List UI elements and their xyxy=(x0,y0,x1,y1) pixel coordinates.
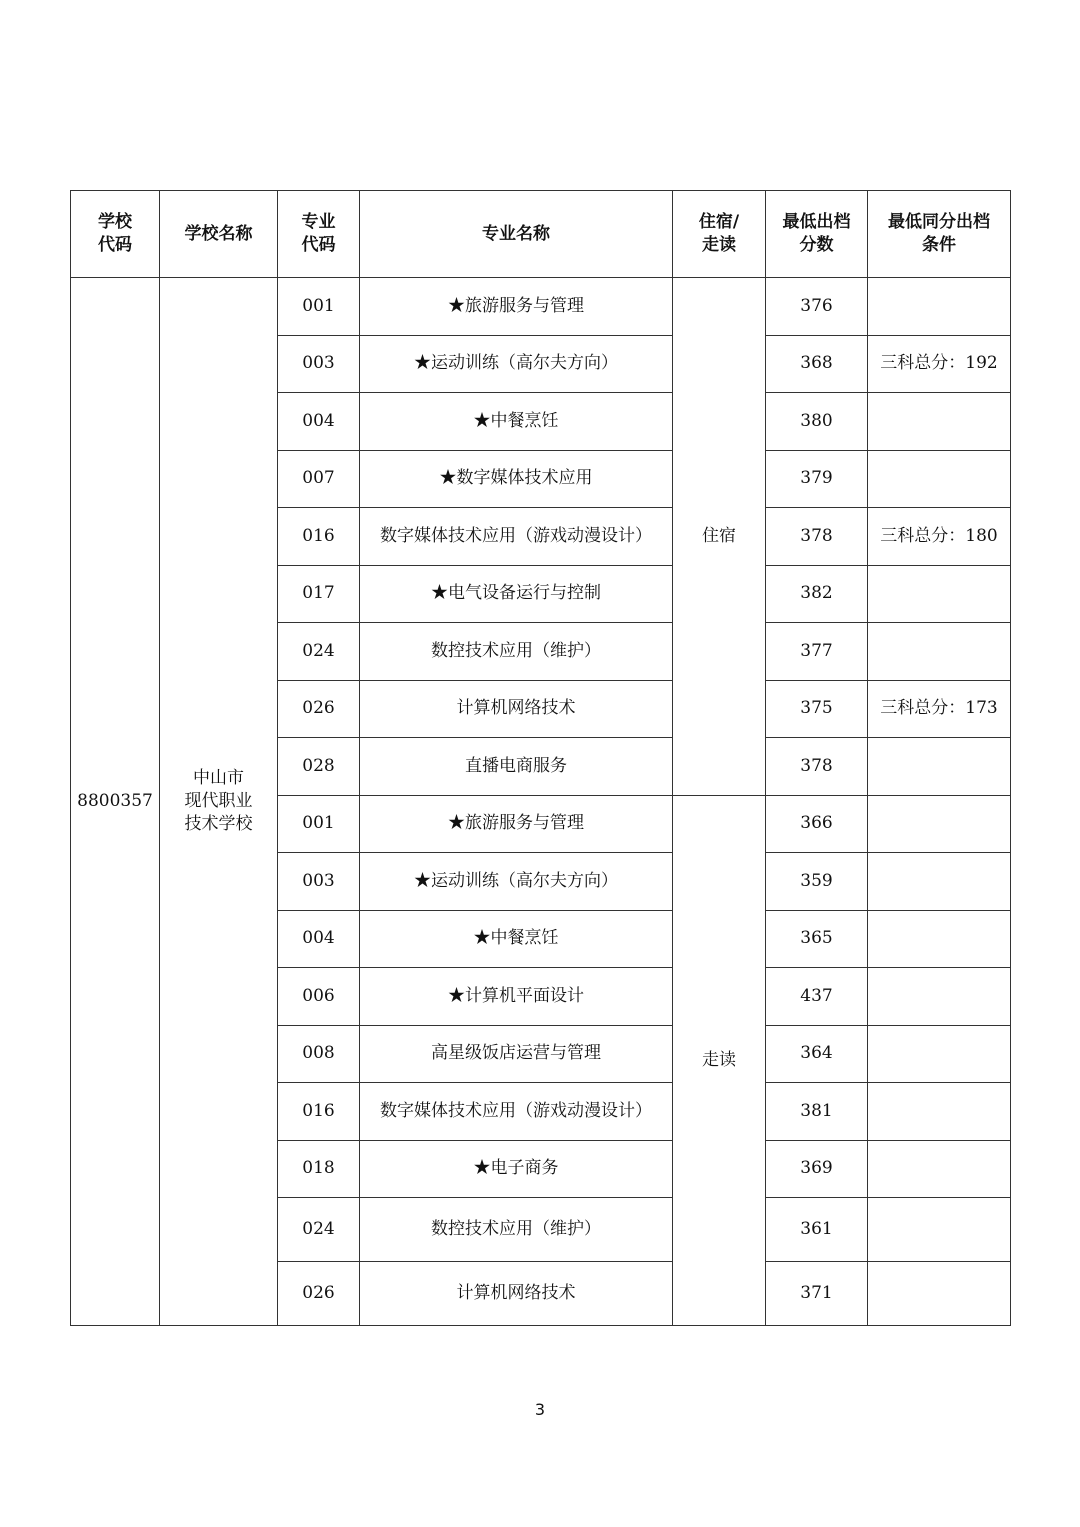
min-score-cell: 371 xyxy=(766,1262,868,1326)
header-major-code xyxy=(278,191,360,278)
header-school-code-label: 学校 代码 xyxy=(98,212,132,255)
admission-table xyxy=(70,190,1011,1326)
major-code-cell: 016 xyxy=(278,508,360,566)
tie-condition-cell: 三科总分：173 xyxy=(868,680,1011,738)
min-score-cell: 381 xyxy=(766,1083,868,1141)
major-name-cell: ★电子商务 xyxy=(360,1140,673,1198)
school-code-cell: 8800357 xyxy=(71,278,160,1326)
major-code-cell: 001 xyxy=(278,795,360,853)
boarding-mode-cell: 住宿 xyxy=(673,278,766,796)
tie-condition-cell xyxy=(868,1198,1011,1262)
tie-condition-cell xyxy=(868,968,1011,1026)
header-boarding-label: 住宿/ 走读 xyxy=(698,212,740,255)
min-score-cell: 377 xyxy=(766,623,868,681)
table-body xyxy=(71,278,1011,1326)
header-boarding xyxy=(673,191,766,278)
major-code-cell: 004 xyxy=(278,393,360,451)
min-score-cell: 378 xyxy=(766,738,868,796)
min-score-cell: 379 xyxy=(766,450,868,508)
major-name-cell: ★中餐烹饪 xyxy=(360,393,673,451)
tie-condition-cell xyxy=(868,565,1011,623)
min-score-cell: 376 xyxy=(766,278,868,336)
tie-condition-cell xyxy=(868,278,1011,336)
header-min-score-label: 最低出档 分数 xyxy=(782,212,851,255)
major-name-cell: ★运动训练（高尔夫方向） xyxy=(360,853,673,911)
major-code-cell: 024 xyxy=(278,1198,360,1262)
header-tie-condition-label: 最低同分出档 条件 xyxy=(888,212,990,255)
major-name-cell: ★电气设备运行与控制 xyxy=(360,565,673,623)
min-score-cell: 369 xyxy=(766,1140,868,1198)
major-code-cell: 007 xyxy=(278,450,360,508)
min-score-cell: 375 xyxy=(766,680,868,738)
major-name-cell: ★中餐烹饪 xyxy=(360,910,673,968)
header-min-score xyxy=(766,191,868,278)
major-name-cell: ★旅游服务与管理 xyxy=(360,795,673,853)
major-code-cell: 008 xyxy=(278,1025,360,1083)
table-row xyxy=(71,278,1011,336)
major-name-cell: ★运动训练（高尔夫方向） xyxy=(360,335,673,393)
major-name-cell: ★数字媒体技术应用 xyxy=(360,450,673,508)
tie-condition-cell xyxy=(868,910,1011,968)
major-name-cell: ★计算机平面设计 xyxy=(360,968,673,1026)
major-code-cell: 016 xyxy=(278,1083,360,1141)
major-name-cell: 数控技术应用（维护） xyxy=(360,1198,673,1262)
min-score-cell: 378 xyxy=(766,508,868,566)
header-school-code xyxy=(71,191,160,278)
boarding-mode-cell: 走读 xyxy=(673,795,766,1326)
tie-condition-cell xyxy=(868,1025,1011,1083)
major-name-cell: 数字媒体技术应用（游戏动漫设计） xyxy=(360,1083,673,1141)
major-code-cell: 018 xyxy=(278,1140,360,1198)
min-score-cell: 380 xyxy=(766,393,868,451)
header-school-name xyxy=(160,191,278,278)
tie-condition-cell xyxy=(868,1262,1011,1326)
major-code-cell: 006 xyxy=(278,968,360,1026)
major-name-cell: 计算机网络技术 xyxy=(360,680,673,738)
min-score-cell: 365 xyxy=(766,910,868,968)
min-score-cell: 368 xyxy=(766,335,868,393)
header-tie-condition xyxy=(868,191,1011,278)
major-name-cell: 高星级饭店运营与管理 xyxy=(360,1025,673,1083)
tie-condition-cell xyxy=(868,450,1011,508)
major-name-cell: 数字媒体技术应用（游戏动漫设计） xyxy=(360,508,673,566)
min-score-cell: 361 xyxy=(766,1198,868,1262)
min-score-cell: 437 xyxy=(766,968,868,1026)
tie-condition-cell xyxy=(868,853,1011,911)
header-major-name-label: 专业名称 xyxy=(482,223,550,244)
major-code-cell: 028 xyxy=(278,738,360,796)
tie-condition-cell xyxy=(868,393,1011,451)
major-name-cell: 计算机网络技术 xyxy=(360,1262,673,1326)
header-row xyxy=(71,191,1011,278)
major-code-cell: 024 xyxy=(278,623,360,681)
major-name-cell: ★旅游服务与管理 xyxy=(360,278,673,336)
major-code-cell: 004 xyxy=(278,910,360,968)
tie-condition-cell xyxy=(868,738,1011,796)
tie-condition-cell: 三科总分：180 xyxy=(868,508,1011,566)
major-code-cell: 003 xyxy=(278,335,360,393)
tie-condition-cell: 三科总分：192 xyxy=(868,335,1011,393)
school-name-cell: 中山市 现代职业 技术学校 xyxy=(160,278,278,1326)
major-code-cell: 001 xyxy=(278,278,360,336)
header-major-name xyxy=(360,191,673,278)
major-code-cell: 017 xyxy=(278,565,360,623)
major-code-cell: 003 xyxy=(278,853,360,911)
header-major-code-label: 专业 代码 xyxy=(301,212,336,255)
min-score-cell: 359 xyxy=(766,853,868,911)
header-school-name-label: 学校名称 xyxy=(184,223,253,244)
tie-condition-cell xyxy=(868,1140,1011,1198)
min-score-cell: 366 xyxy=(766,795,868,853)
tie-condition-cell xyxy=(868,795,1011,853)
tie-condition-cell xyxy=(868,623,1011,681)
major-name-cell: 数控技术应用（维护） xyxy=(360,623,673,681)
major-code-cell: 026 xyxy=(278,1262,360,1326)
min-score-cell: 382 xyxy=(766,565,868,623)
major-name-cell: 直播电商服务 xyxy=(360,738,673,796)
min-score-cell: 364 xyxy=(766,1025,868,1083)
page-number: 3 xyxy=(534,1400,546,1419)
tie-condition-cell xyxy=(868,1083,1011,1141)
major-code-cell: 026 xyxy=(278,680,360,738)
